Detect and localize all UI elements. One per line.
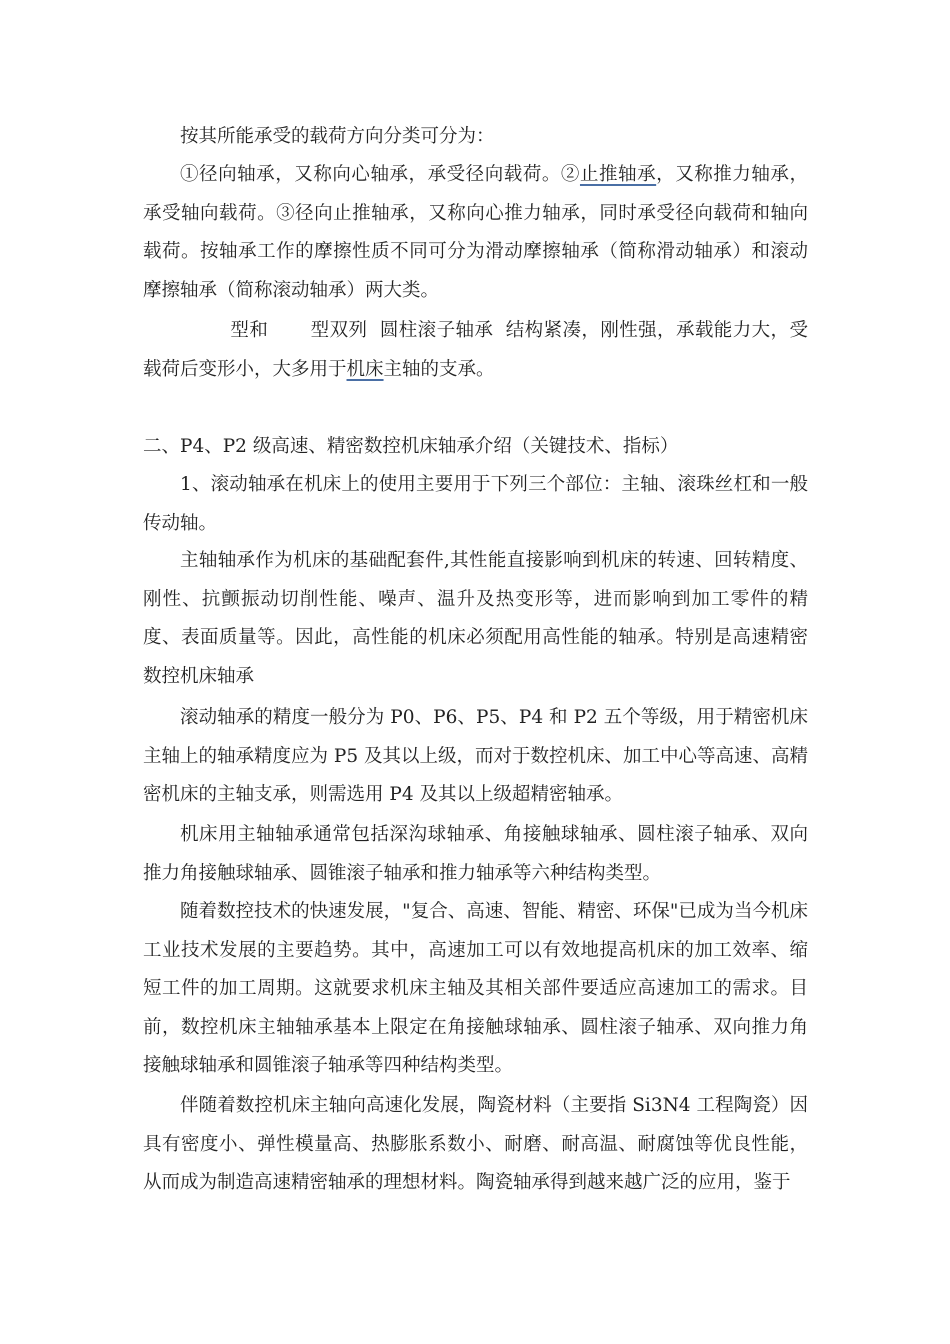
bearing-types-text-b: ，又称推力轴承，承受轴向载荷。③径向止推轴承，又称向心推力轴承，同时承受径向载荷和轴向载荷。按轴承工作的摩擦性质不同可分为滑动摩擦轴承（简称滑动轴承）和滚动摩擦轴承（简称滚动轴承）两大类。: [143, 164, 808, 301]
thrust-bearing-link[interactable]: 止推轴承: [579, 164, 657, 185]
paragraph-spindle-bearing-types: 机床用主轴轴承通常包括深沟球轴承、角接触球轴承、圆柱滚子轴承、双向推力角接触球轴承、圆锥滚子轴承和推力轴承等六种结构类型。: [143, 824, 808, 884]
paragraph-ceramic-bearings: 伴随着数控机床主轴向高速化发展，陶瓷材料（主要指 Si3N4 工程陶瓷）因具有密度小、弹性模量高、热膨胀系数小、耐磨、耐高温、耐腐蚀等优良性能，从而成为制造高速精密轴承的理想材料。陶瓷轴承得到越来越广泛的应用，鉴于: [143, 1095, 808, 1194]
paragraph-bearing-types: [143, 156, 808, 310]
cylindrical-text-b: 型双列: [310, 320, 368, 341]
paragraph-cylindrical-roller: [143, 312, 808, 389]
cylindrical-text-a: 型和: [230, 320, 269, 341]
cylindrical-text-d: 结构紧凑，刚性强，承载能力大，受载荷后变形小，大多用于: [143, 320, 808, 380]
section-heading-2: 二、P4、P2 级高速、精密数控机床轴承介绍（关键技术、指标）: [143, 436, 679, 457]
cylindrical-text-c: 圆柱滚子轴承: [379, 320, 494, 341]
paragraph-classification-intro: 按其所能承受的载荷方向分类可分为：: [180, 126, 495, 147]
paragraph-spindle-bearing-role: 主轴轴承作为机床的基础配套件,其性能直接影响到机床的转速、回转精度、刚性、抗颤振动切削性能、噪声、温升及热变形等，进而影响到加工零件的精度、表面质量等。因此，高性能的机床必须配用高性能的轴承。特别是高速精密数控机床轴承: [143, 550, 808, 687]
paragraph-cnc-trends: 随着数控技术的快速发展，"复合、高速、智能、精密、环保"已成为当今机床工业技术发展的主要趋势。其中，高速加工可以有效地提高机床的加工效率、缩短工件的加工周期。这就要求机床主轴及其相关部件要适应高速加工的需求。目前，数控机床主轴轴承基本上限定在角接触球轴承、圆柱滚子轴承、双向推力角接触球轴承和圆锥滚子轴承等四种结构类型。: [143, 901, 808, 1077]
bearing-types-text-a: ①径向轴承，又称向心轴承，承受径向载荷。②: [180, 164, 580, 185]
paragraph-rolling-bearing-usage: 1、滚动轴承在机床上的使用主要用于下列三个部位：主轴、滚珠丝杠和一般传动轴。: [143, 474, 808, 534]
machine-tool-link[interactable]: 机床: [346, 358, 384, 380]
cylindrical-text-e: 主轴的支承。: [383, 358, 495, 380]
paragraph-precision-grades: 滚动轴承的精度一般分为 P0、P6、P5、P4 和 P2 五个等级，用于精密机床主轴上的轴承精度应为 P5 及其以上级，而对于数控机床、加工中心等高速、高精密机床的主轴支承，则需选用 P4 及其以上级超精密轴承。: [143, 707, 808, 806]
